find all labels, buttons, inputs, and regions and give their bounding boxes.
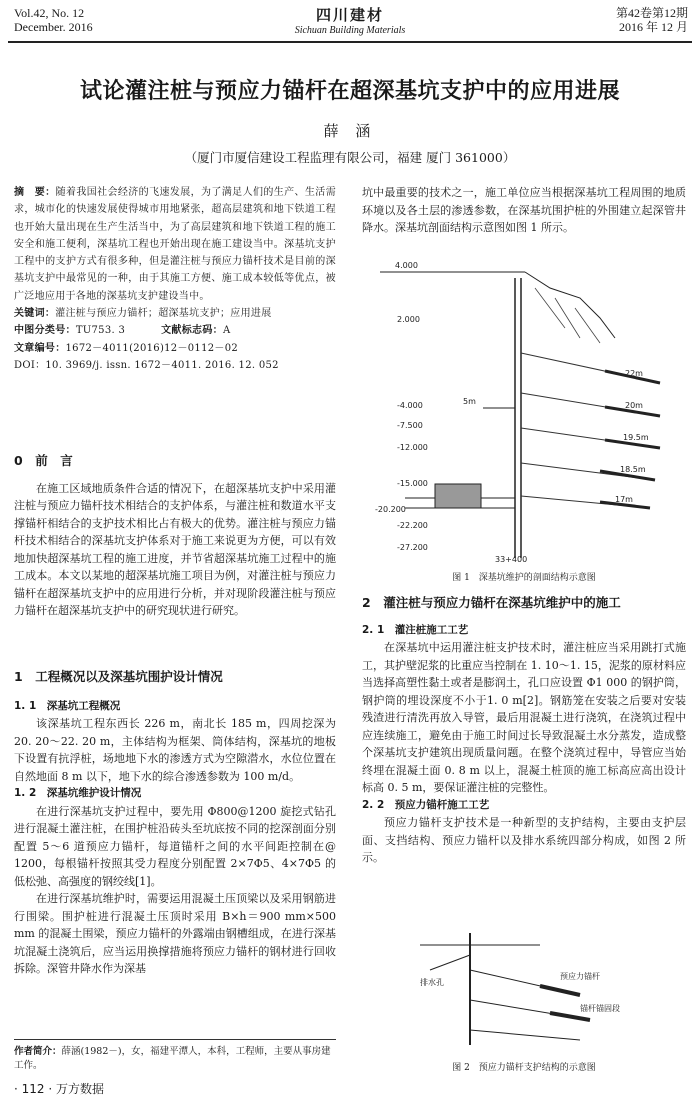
well-label: 5m [463, 397, 476, 406]
station-label: 33+400 [495, 555, 528, 564]
drain-pipe [430, 955, 470, 970]
soil-slope-anchors [535, 288, 600, 343]
keywords [14, 305, 336, 322]
wanfang-watermark: 万方数据 [56, 1082, 105, 1096]
elev-label: -27.200 [397, 543, 428, 552]
elev-label: 2.000 [397, 315, 420, 324]
section-0-paragraph: 在施工区域地质条件合适的情况下，在超深基坑支护中采用灌注桩与预应力锚杆技术相结合的支护体系，与灌注桩和数道水平支撑锚杆相结合的支护技术相比占有极大的优势。灌注桩与预应力锚杆技术相结合的深基坑支护体系对于施工来说更为方便，可以有效地加快超深基坑工程的施工进度，并节省超深基坑施工过程中的施工成本。本文以某地的超深基坑施工项目为例，对灌注桩与预应力锚杆在超深基坑支护中的应用进行分析，并对现阶段灌注桩与预应力锚杆在超深基坑支护中的研究现状进行研究。 [14, 481, 336, 617]
anchor-length-label: 22m [625, 369, 643, 378]
elev-label: -4.000 [397, 401, 423, 410]
keywords-text: 灌注桩与预应力锚杆；超深基坑支护；应用进展 [55, 308, 272, 320]
header-vol-text: Vol.42, No. 12 [14, 6, 85, 20]
right-intro [362, 184, 686, 237]
header-journal [255, 4, 445, 36]
footnote-divider [14, 1039, 336, 1040]
doc-code-label: 文献标志码： [161, 325, 223, 337]
page-number: · 112 · [14, 1082, 53, 1096]
clc-label: 中图分类号： [14, 325, 76, 337]
section-0-heading: 0 前 言 [14, 453, 73, 468]
elev-label: -22.200 [397, 521, 428, 530]
article-number [14, 340, 336, 357]
concrete-cushion [435, 484, 481, 508]
author-affiliation: （厦门市厦信建设工程监理有限公司，福建 厦门 361000） [184, 150, 516, 165]
fig2-label: 预应力锚杆 [560, 972, 600, 981]
fig2-label: 排水孔 [420, 978, 444, 987]
classification [14, 322, 336, 339]
author-footnote [14, 1045, 336, 1073]
section-2-heading: 2 灌注桩与预应力锚杆在深基坑维护中的施工 [362, 595, 621, 610]
footnote-label: 作者简介： [14, 1046, 62, 1057]
footnote-text: 薛涵(1982－)，女，福建平潭人，本科，工程师，主要从事房建工作。 [14, 1046, 331, 1071]
abstract [14, 184, 336, 305]
section-2-2-paragraph: 预应力锚杆支护技术是一种新型的支护结构，主要由支护层面、支挡结构、预应力锚杆以及排水系统四部分构成，如图 2 所示。 [362, 816, 686, 864]
section-1-1-paragraph: 该深基坑工程东西长 226 m，南北长 185 m，四周挖深为 20. 20～22. 20 m，主体结构为框架、筒体结构，深基坑的地板下设置有抗浮桩，场地地下水的渗透方式为空隙潜水，水位位置在自然地面 8 m 以下，地下水的综合渗透参数为 100 m/d。 [14, 717, 336, 783]
elev-label: -20.200 [375, 505, 406, 514]
header-volume-cn [616, 6, 688, 34]
fig2-label: 锚杆锚固段 [580, 1004, 620, 1013]
section-0 [14, 452, 336, 620]
figure-2-caption: 图 2 预应力锚杆支护结构的示意图 [452, 1063, 596, 1073]
header-vol-cn-text: 第42卷第12期 [615, 6, 688, 20]
clc-value: TU753. 3 [75, 325, 126, 337]
elev-label: -12.000 [397, 443, 428, 452]
section-1-1-heading: 1. 1 深基坑工程概况 [14, 699, 121, 712]
anchor-length-label: 20m [625, 401, 643, 410]
header-date-text: December. 2016 [14, 20, 93, 34]
abstract-text: 随着我国社会经济的飞速发展，为了满足人们的生产、生活需求，城市化的快速发展使得城市用地紧张，超高层建筑和地下铁道工程也开始大量出现在生产生活当中，为了高层建筑和地下铁道工程的施工安全和施工便利，深基坑工程也开始出现在施工建设当中。深基坑支护工程中的支护方式有很多种，但是灌注桩与预应力锚杆技术是目前的深基坑支护中最常见的一种，由于其施工方便、施工成本较低等优点，被广泛地应用于各地的深基坑支护建设当中。 [14, 187, 336, 302]
page-footer [14, 1080, 104, 1097]
elev-label: 4.000 [395, 261, 418, 270]
section-1-2-heading: 1. 2 深基坑维护设计情况 [14, 787, 142, 799]
article-number-value: 1672－4011(2016)12－0112－02 [65, 342, 239, 354]
slope-line [525, 272, 615, 338]
figure-2-diagram [410, 925, 650, 1050]
doi: DOI：10. 3969/j. issn. 1672－4011. 2016. 12. 052 [14, 359, 279, 371]
right-intro-paragraph: 坑中最重要的技术之一，施工单位应当根据深基坑工程周围的地质环境以及各土层的渗透参数，在深基坑围护桩的外围建立起深管井降水。深基坑剖面结构示意图如图 1 所示。 [362, 186, 686, 234]
section-1-2-paragraph-a: 在进行深基坑支护过程中，要先用 Φ800@1200 旋挖式钻孔进行混凝土灌注桩，在围护桩沿砖头至坑底按不同的挖深剖面分别配置 5～6 道预应力锚杆，每道锚杆之间的水平间距控制在@ 1200，每根锚杆按照其受力程度分别配置 2×7Φ5、4×7Φ5 的低松弛、高强度的钢绞线[1]。 [14, 804, 336, 888]
abstract-label: 摘 要： [14, 187, 56, 198]
elev-label: -15.000 [397, 479, 428, 488]
section-2-1-paragraph: 在深基坑中运用灌注桩支护技术时，灌注桩应当采用跳打式施工，其护壁泥浆的比重应当控制在 1. 10～1. 15，泥浆的原材料应当选择高塑性黏土或者是膨润土，孔口应设置 Φ1 000 的钢护筒，钢护筒的埋设深度不小于1. 0 m[2]。钢筋笼在安装之后要对安装残渣进行清洗再放入导管，最后用混凝土进行浇筑，在浇筑过程中应连续施工，避免由于施工时间过长导致混凝土水分蒸发，造成整个深基坑支护建筑出现质量问题。在整个浇筑过程中，导管应当始终埋在混凝土面 0. 8 m 以上，混凝土桩顶的施工标高应高出设计标高 0. 5 m，要保证灌注桩的完整性。 [362, 641, 686, 794]
author-name: 薛 涵 [323, 122, 377, 140]
abstract-block [14, 184, 336, 374]
elev-label: -7.500 [397, 421, 423, 430]
section-2-1-heading: 2. 1 灌注桩施工工艺 [362, 623, 469, 636]
section-1-heading: 1 工程概况以及深基坑围护设计情况 [14, 669, 223, 684]
figure-1-caption: 图 1 深基坑维护的剖面结构示意图 [452, 573, 596, 583]
journal-logo: 四川建材 [315, 6, 384, 24]
section-1-2-paragraph-b: 在进行深基坑维护时，需要运用混凝土压顶梁以及采用钢筋进行围梁。围护桩进行混凝土压顶时采用 B×h＝900 mm×500 mm 的混凝土围梁，预应力锚杆的外露端由钢槽组成，在进行深基坑混凝土浇筑后，应当运用换撑措施将预应力锚杆的钢材进行回收拆除。深管井降水作为深基 [14, 892, 336, 975]
article-title: 试论灌注桩与预应力锚杆在超深基坑支护中的应用进展 [79, 79, 620, 104]
section-1 [14, 668, 336, 978]
article-number-label: 文章编号： [14, 342, 66, 354]
header-date-cn-text: 2016 年 12 月 [618, 20, 688, 34]
journal-name-en: Sichuan Building Materials [294, 25, 406, 36]
section-2 [362, 594, 686, 867]
anchor-rod-3 [470, 1030, 580, 1040]
header-volume [14, 6, 93, 34]
doc-code-value: A [222, 325, 231, 337]
keywords-label: 关键词： [14, 308, 56, 320]
header-divider [8, 41, 692, 43]
anchor-length-label: 17m [615, 495, 633, 504]
section-2-2-heading: 2. 2 预应力锚杆施工工艺 [362, 798, 490, 811]
anchor-length-label: 18.5m [620, 465, 646, 474]
figure-1-diagram [375, 258, 675, 566]
anchor-length-label: 19.5m [623, 433, 649, 442]
